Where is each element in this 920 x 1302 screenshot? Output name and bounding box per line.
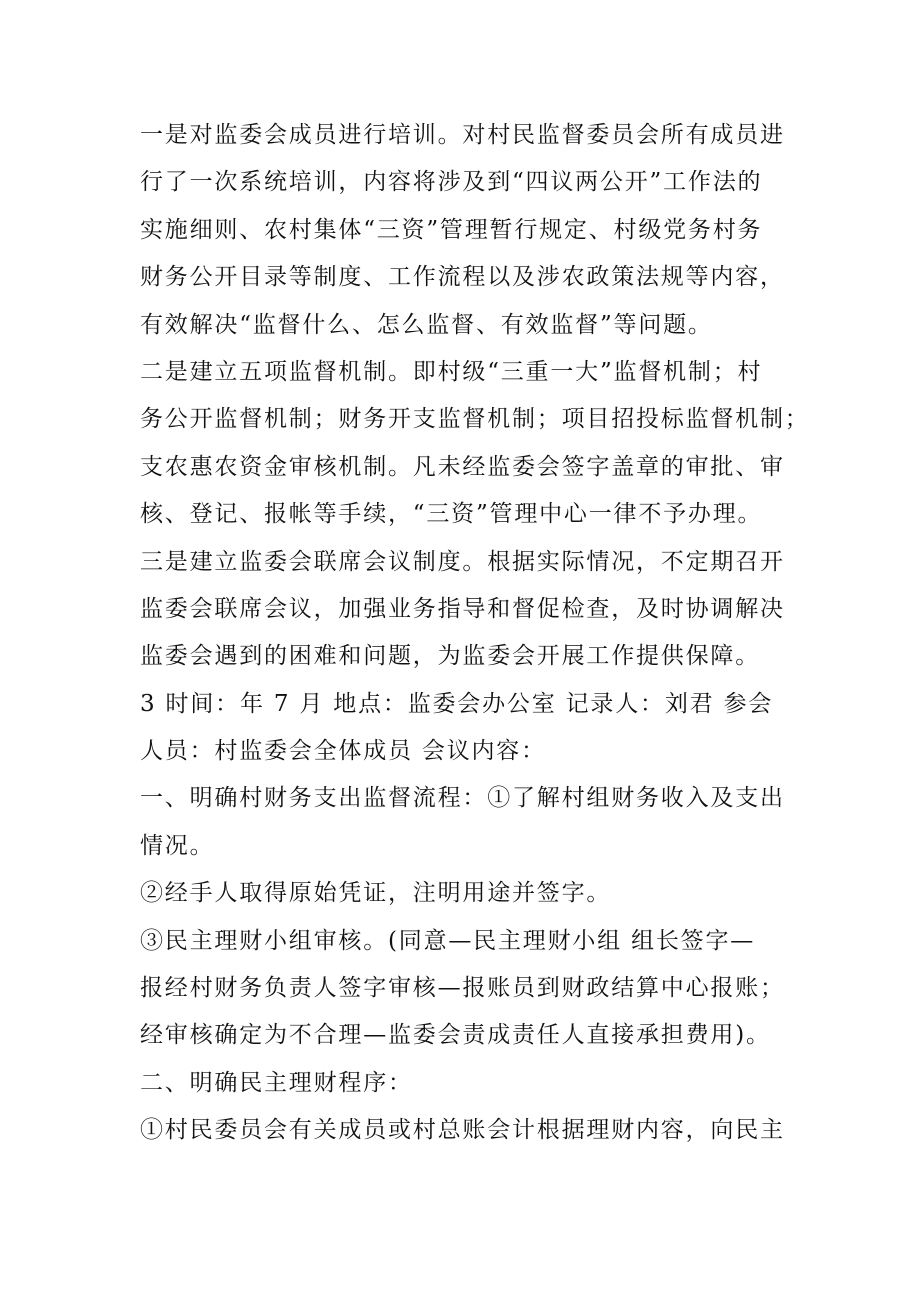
text-line: ②经手人取得原始凭证，注明用途并签字。	[140, 880, 612, 907]
text-line: 有效解决“监督什么、怎么监督、有效监督”等问题。	[140, 311, 713, 338]
text-line: ①村民委员会有关成员或村总账会计根据理财内容，向民主	[140, 1117, 785, 1144]
text-line: 情况。	[140, 832, 215, 859]
text-line: 3 时间：年 7 月 地点：监委会办公室 记录人：刘君 参会	[140, 690, 774, 717]
text-line: 三是建立监委会联席会议制度。根据实际情况，不定期召开	[140, 548, 785, 575]
text-line: 行了一次系统培训，内容将涉及到“四议两公开”工作法的	[140, 169, 763, 196]
text-line: 一、明确村财务支出监督流程：①了解村组财务收入及支出	[140, 785, 785, 812]
text-line: 务公开监督机制；财务开支监督机制；项目招投标监督机制；	[140, 406, 810, 433]
text-line: 实施细则、农村集体“三资”管理暂行规定、村级党务村务	[140, 216, 763, 243]
text-line: 核、登记、报帐等手续，“三资”管理中心一律不予办理。	[140, 501, 763, 528]
text-line: ③民主理财小组审核。(同意—民主理财小组 组长签字—	[140, 927, 756, 954]
text-line: 支农惠农资金审核机制。凡未经监委会签字盖章的审批、审	[140, 453, 785, 480]
text-line: 经审核确定为不合理—监委会责成责任人直接承担费用)。	[140, 1022, 771, 1049]
text-line: 财务公开目录等制度、工作流程以及涉农政策法规等内容，	[140, 264, 785, 291]
text-line: 报经村财务负责人签字审核—报账员到财政结算中心报账；	[140, 975, 785, 1002]
text-line: 人员：村监委会全体成员 会议内容：	[140, 738, 546, 765]
text-line: 二是建立五项监督机制。即村级“三重一大”监督机制；村	[140, 358, 763, 385]
text-line: 监委会联席会议，加强业务指导和督促检查，及时协调解决	[140, 595, 785, 622]
document-body	[140, 112, 810, 1155]
text-line: 二、明确民主理财程序：	[140, 1069, 413, 1096]
text-line: 监委会遇到的困难和问题，为监委会开展工作提供保障。	[140, 643, 760, 670]
text-line: 一是对监委会成员进行培训。对村民监督委员会所有成员进	[140, 122, 785, 148]
